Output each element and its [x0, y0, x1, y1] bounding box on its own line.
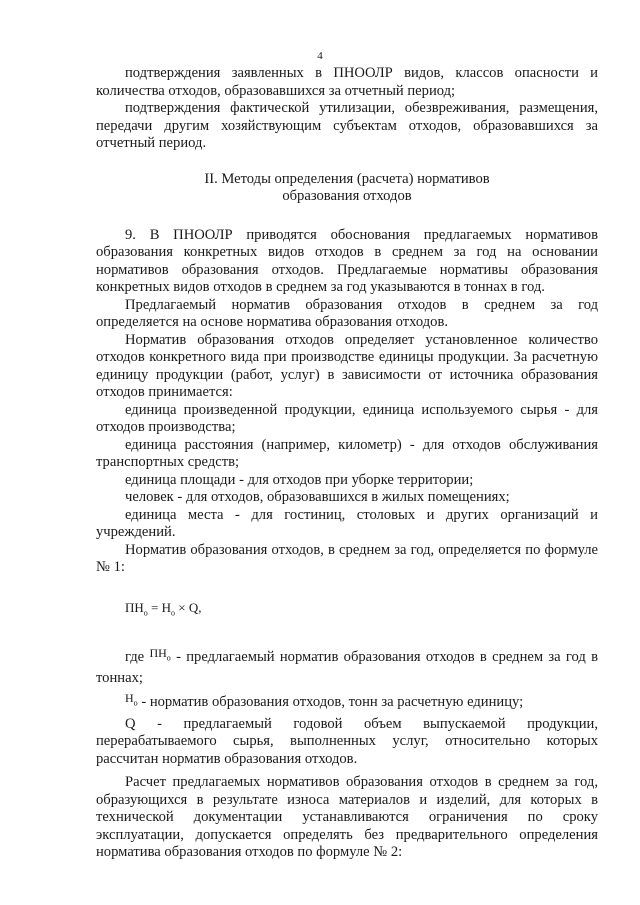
paragraph: Предлагаемый норматив образования отходов в среднем за год определяется на основе норматива образования отходов. [96, 296, 598, 330]
formula-1 [125, 599, 598, 617]
section-heading-line: образования отходов [282, 188, 412, 204]
paragraph: Расчет предлагаемых нормативов образования отходов в среднем за год, образующихся в результате износа материалов и изделий, для которых в технической документации устанавливаются ограничения по сроку эксплуатации, допускается определять без предварительного определения норматива образования отходов по формуле № 2: [96, 774, 598, 861]
list-item: человек - для отходов, образовавшихся в жилых помещениях; [125, 489, 510, 505]
paragraph: подтверждения фактической утилизации, обезвреживания, размещения, передачи другим хозяйствующим субъектам отходов, образовавшихся за отчетный период. [96, 100, 598, 151]
paragraph: Норматив образования отходов, в среднем за год, определяется по формуле № 1: [96, 541, 598, 575]
definition-q: Q - предлагаемый годовой объем выпускаемой продукции, перерабатываемого сырья, выполненных услуг, относительно которых рассчитан норматив образования отходов. [96, 715, 598, 767]
formula-h-sub: о [171, 608, 176, 618]
list-item: единица произведенной продукции, единица используемого сырья - для отходов производства; [96, 401, 598, 435]
formula-q: Q [188, 599, 199, 615]
h-symbol: Но [125, 690, 138, 708]
formula-eq: = [147, 599, 162, 615]
formula-lhs: ПН [125, 599, 144, 615]
section-heading-line: II. Методы определения (расчета) нормативов [204, 170, 490, 187]
page-number: 4 [317, 50, 323, 62]
paragraph: Норматив образования отходов определяет установленное количество отходов конкретного вида при производстве единицы продукции. За расчетную единицу продукции (работ, услуг) в зависимости от источника образования отходов принимается: [96, 331, 598, 400]
pn-symbol: ПНо [149, 645, 171, 662]
section-heading [96, 171, 598, 206]
definition-pn [96, 645, 599, 688]
definition-h [96, 690, 598, 716]
formula-tail: , [198, 599, 202, 615]
document-body [96, 65, 598, 862]
paragraph: 9. В ПНООЛР приводятся обоснования предлагаемых нормативов образования конкретных видов отходов в среднем за год на основании нормативов образования отходов. Предлагаемые нормативы образования конкретных видов отходов в среднем за год указываются в тоннах в год. [96, 226, 598, 295]
definition-text: - норматив образования отходов, тонн за расчетную единицу; [137, 693, 524, 710]
list-item: единица расстояния (например, километр) - для отходов обслуживания транспортных средств; [96, 436, 598, 470]
formula-lhs-sub: о [143, 608, 148, 618]
formula-times: × [175, 599, 189, 615]
where-prefix: где [125, 648, 150, 665]
paragraph: подтверждения заявленных в ПНООЛР видов, классов опасности и количества отходов, образовавшихся за отчетный период; [96, 65, 598, 99]
formula-h: Н [161, 599, 172, 615]
definition-text: - предлагаемый норматив образования отходов в среднем за год в тоннах; [96, 648, 599, 687]
list-item: единица площади - для отходов при уборке территории; [125, 471, 474, 488]
list-item: единица места - для гостиниц, столовых и других организаций и учреждений. [96, 506, 598, 540]
